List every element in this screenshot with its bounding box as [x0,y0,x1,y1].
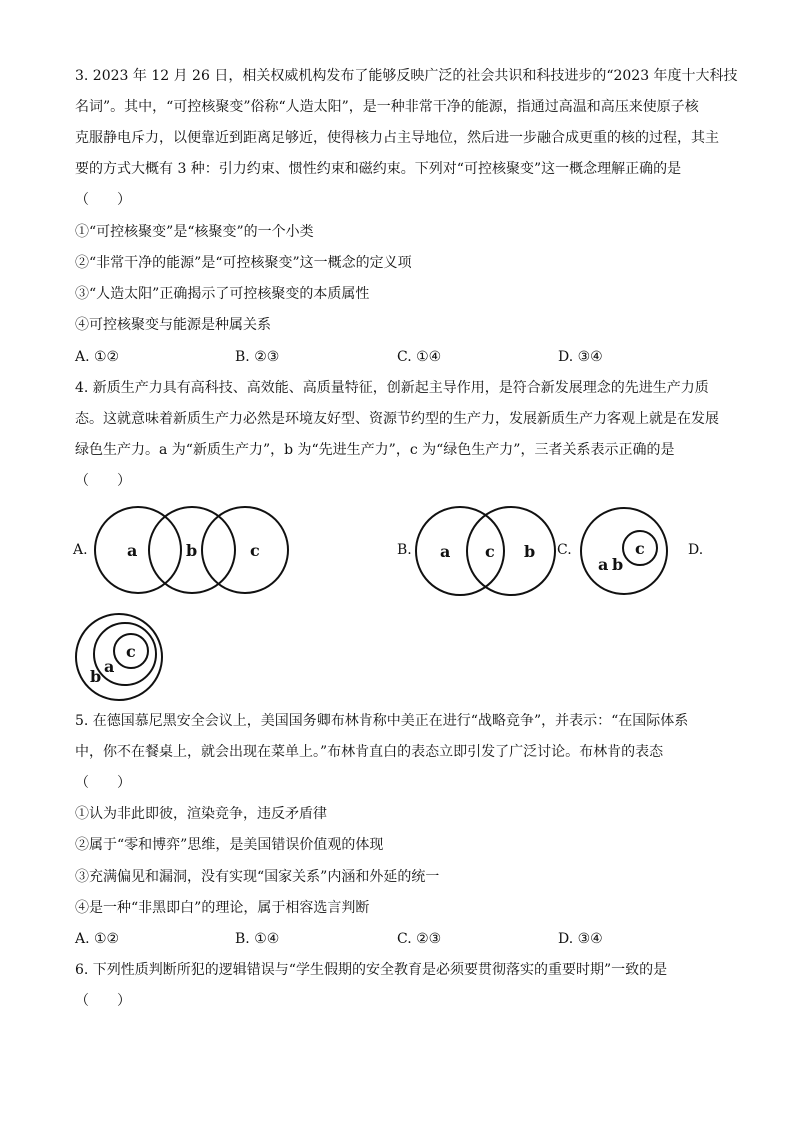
q4-option-a-label[interactable]: A. [73,542,88,558]
q3-option-c[interactable]: C. ①④ [397,349,442,365]
circle-c [202,507,288,593]
q5-option-c[interactable]: C. ②③ [397,931,442,947]
q5-stem-line-1: 5. 在德国慕尼黑安全会议上，美国国务卿布林肯称中美正在进行“战略竞争”，并表示：“在国际体系 [75,713,689,729]
q4-option-d-diagram [74,617,166,697]
q5-statement-2: ②属于“零和博弈”思维，是美国错误价值观的体现 [75,837,384,853]
q3-option-b[interactable]: B. ②③ [235,349,280,365]
q5-statement-3: ③充满偏见和漏洞，没有实现“国家关系”内涵和外延的统一 [75,869,440,885]
circle-b-label: b [524,542,536,561]
q3-statement-2: ②“非常干净的能源”是“可控核聚变”这一概念的定义项 [75,255,412,271]
circle-c-label: c [485,542,495,561]
q5-option-d[interactable]: D. ③④ [558,931,603,947]
q5-statement-1: ①认为非此即彼，渲染竞争，违反矛盾律 [75,806,327,822]
circle-b-label: b [90,667,102,686]
circle-a-label: a [104,657,115,676]
q3-stem-line-1: 3. 2023 年 12 月 26 日，相关权威机构发布了能够反映广泛的社会共识和科技进步的“2023 年度十大科技 [75,68,738,84]
q4-option-b-label[interactable]: B. [397,542,412,558]
q3-stem-line-4: 要的方式大概有 3 种：引力约束、惯性约束和磁约束。下列对“可控核聚变”这一概念理解正确的是 [75,161,682,177]
circle-b-label: b [612,555,624,574]
q4-stem-line-2: 态。这就意味着新质生产力必然是环境友好型、资源节约型的生产力，发展新质生产力客观上就是在发展 [75,411,719,427]
circle-c-label: c [126,642,136,661]
q3-stem-line-3: 克服静电斥力，以便靠近到距离足够近，使得核力占主导地位，然后进一步融合成更重的核的过程，其主 [75,130,719,146]
q4-stem-line-1: 4. 新质生产力具有高科技、高效能、高质量特征，创新起主导作用，是符合新发展理念的先进生产力质 [75,380,709,396]
q6-answer-blank: （ ） [75,993,131,1009]
q6-stem-line-1: 6. 下列性质判断所犯的逻辑错误与“学生假期的安全教育是必须要贯彻落实的重要时期”一致的是 [75,962,668,978]
circle-b [467,507,555,595]
q5-option-b[interactable]: B. ①④ [235,931,280,947]
circle-a-label: a [440,542,451,561]
circle-c-label: c [635,539,645,558]
q3-option-d[interactable]: D. ③④ [558,349,603,365]
q3-statement-1: ①“可控核聚变”是“核聚变”的一个小类 [75,224,314,240]
q3-statement-3: ③“人造太阳”正确揭示了可控核聚变的本质属性 [75,286,370,302]
circle-a [95,507,181,593]
q3-answer-blank: （ ） [75,192,131,208]
q4-answer-blank: （ ） [75,473,131,489]
q5-answer-blank: （ ） [75,775,131,791]
circle-b-label: b [186,541,198,560]
q4-option-a-diagram [90,505,295,595]
q3-option-a[interactable]: A. ①② [75,349,120,365]
q5-stem-line-2: 中，你不在餐桌上，就会出现在菜单上。”布林肯直白的表态立即引发了广泛讨论。布林肯的表态 [75,744,664,760]
q4-option-b-diagram [414,504,559,598]
circle-a-label: a [127,541,138,560]
q4-stem-line-3: 绿色生产力。a 为“新质生产力”，b 为“先进生产力”，c 为“绿色生产力”，三者关系表示正确的是 [75,442,675,458]
q5-statement-4: ④是一种“非黑即白”的理论，属于相容选言判断 [75,900,370,916]
q3-stem-line-2: 名词”。其中，“可控核聚变”俗称“人造太阳”，是一种非常干净的能源，指通过高温和高压来使原子核 [75,99,699,115]
circle-a-label: a [598,555,609,574]
circle-c-label: c [250,541,260,560]
q4-option-c-diagram [578,504,670,598]
q4-option-c-label[interactable]: C. [557,542,572,558]
q5-option-a[interactable]: A. ①② [75,931,120,947]
q4-option-d-label[interactable]: D. [688,542,704,558]
q3-statement-4: ④可控核聚变与能源是种属关系 [75,317,271,333]
circle-b [76,614,162,700]
